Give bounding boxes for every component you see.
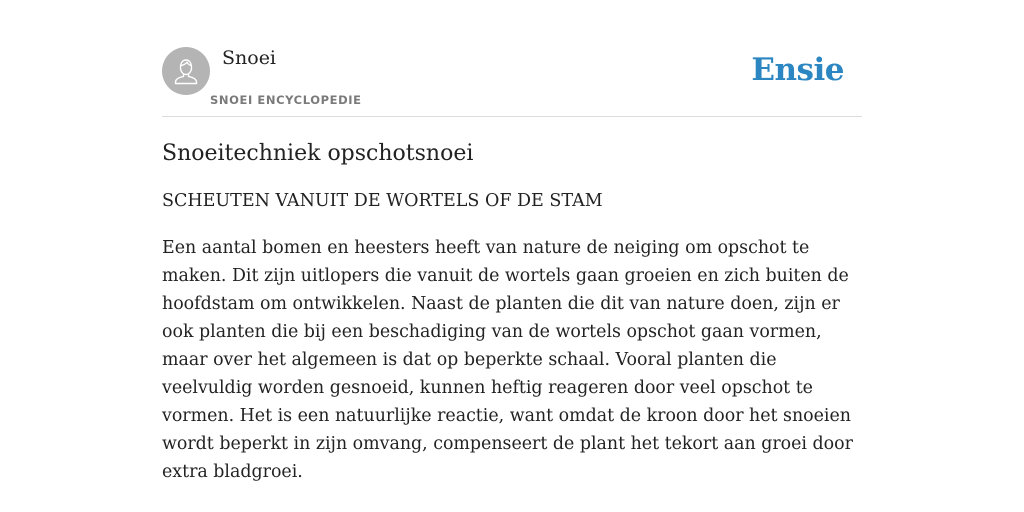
encyclopedia-link[interactable]: SNOEI ENCYCLOPEDIE xyxy=(210,93,362,107)
article-subtitle: SCHEUTEN VANUIT DE WORTELS OF DE STAM xyxy=(162,191,603,211)
ensie-logo[interactable]: Ensie xyxy=(751,52,844,88)
author-avatar[interactable] xyxy=(162,47,210,95)
article-content xyxy=(162,138,867,486)
user-silhouette-icon xyxy=(162,47,210,95)
article-body: Een aantal bomen en heesters heeft van nature de neiging om opschot te maken. Dit zijn uitlopers die vanuit de wortels gaan groeien en zich buiten de hoofdstam om ontwikkelen. Naast de planten die dit van nature doen, zijn er ook planten die bij een beschadiging van de wortels opschot gaan vormen, maar over het algemeen is dat op beperkte schaal. Vooral planten die veelvuldig worden gesnoeid, kunnen heftig reageren door veel opschot te vormen. Het is een natuurlijke reactie, want omdat de kroon door het snoeien wordt beperkt in zijn omvang, compenseert de plant het tekort aan groei door extra bladgroei. xyxy=(162,238,853,482)
author-name[interactable]: Snoei xyxy=(222,47,277,69)
article-title: Snoeitechniek opschotsnoei xyxy=(162,141,474,166)
article-header xyxy=(162,46,862,117)
